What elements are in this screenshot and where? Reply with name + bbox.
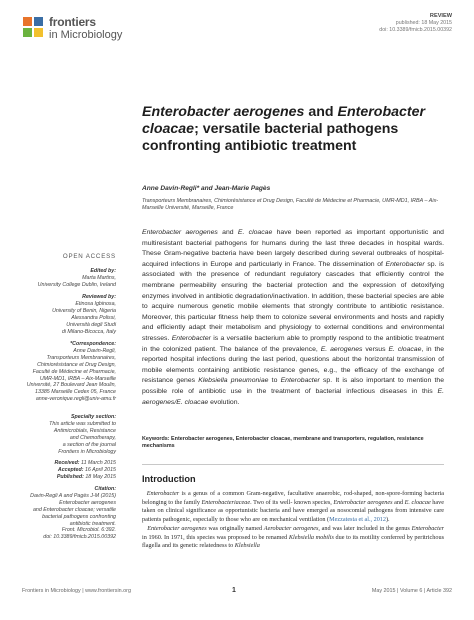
citation-line: bacterial pathogens confronting (42, 513, 116, 520)
article-meta (379, 13, 452, 34)
page-number: 1 (232, 587, 236, 594)
keywords (142, 436, 444, 451)
abstract-run: versus (362, 345, 389, 353)
published-label: Published: (56, 473, 84, 480)
reviewer-line: Alessandra Polissi, (71, 314, 116, 321)
title-part-3: Enterobacter cloacae (142, 104, 426, 137)
editor-line: Marta Martins, (82, 274, 116, 281)
doi[interactable]: doi: 10.3389/fmicb.2015.00392 (379, 27, 452, 33)
correspondence-email[interactable]: anne-veronique.regli@univ-amu.fr (35, 396, 116, 403)
intro-run: Enterobacter aerogenes (147, 524, 207, 532)
journal-logo (22, 14, 142, 48)
correspondence-line: Université, 27 Boulevard Jean Moulin, (26, 382, 116, 389)
abstract-run: Enterobacter (171, 334, 211, 342)
reviewed-by-label: Reviewed by: (82, 294, 116, 300)
abstract-run: is a versatile bacterium able to promptly respond to the antibiotic treatment in the colonized patient. The balance of the prevalence, (142, 334, 444, 353)
abstract-run: E. cloacae (388, 345, 422, 353)
abstract-run: E. aerogenes/E. cloacae (142, 387, 444, 406)
intro-run: Aerobacter aerogenes (263, 524, 319, 532)
intro-run: is a genus of a common Gram-negative, facultative anaerobic, rod-shaped, non-spore-forming bacteria belonging to the family (142, 490, 444, 506)
intro-run: ). (385, 516, 390, 524)
abstract-run: sp. is associated with the presence of redundant regulatory cascades that efficiently control the membrane permeability ensuring the bacterial protection and the expression of detoxifying enzymes involved in antibiotic degradation/inactivation. In addition, these bacterial species are able to acquire numerous genetic mobile elements that strongly contribute to antibiotic resistance. Moreover, this particular fitness help them to colonize several environments and hosts and rapidly and efficiently adapt their metabolism and physiology to external conditions and environmental stresses. (142, 260, 445, 342)
citation-block (0, 486, 116, 541)
author-list[interactable]: Anne Davin-Regli* and Jean-Marie Pagès (142, 185, 271, 192)
intro-run: E. cloacae (404, 498, 431, 506)
citation-label: Citation: (94, 486, 116, 492)
keywords-text: Enterobacter aerogenes, Enterobacter cloacae, membrane and transporters, regulation, resistance mechanisms (142, 436, 424, 450)
correspondence-label: *Correspondence: (70, 341, 116, 347)
footer-journal[interactable]: Frontiers in Microbiology | www.frontiersin.org (22, 588, 131, 594)
correspondence-line: 13385 Marseille Cedex 05, France (35, 389, 116, 396)
affiliation: Transporteurs Membranaires, Chimiorésistance et Drug Design, Faculté de Médecine et Pharmacie, UMR-MD1, IRBA – Aix-Marseille Université, Marseille, France (142, 198, 439, 212)
specialty-line: This article was submitted to (49, 420, 116, 427)
footer-issue: May 2015 | Volume 6 | Article 392 (371, 588, 452, 594)
intro-run: Enterobacter (411, 524, 444, 532)
intro-run: Enterobacteriaceae (201, 498, 251, 506)
citation-line: Front. Microbiol. 6:392. (61, 527, 116, 534)
title-part-4: ; versatile bacterial pathogens confronting antibiotic treatment (142, 121, 399, 154)
intro-run: . Two of its well- known species, (250, 498, 334, 506)
reviewer-line: Università degli Studi (66, 321, 116, 328)
introduction-body (142, 490, 444, 551)
accepted-label: Accepted: (57, 466, 84, 473)
specialty-line: and Chemotherapy, (69, 434, 116, 441)
open-access-label: OPEN ACCESS (62, 253, 116, 260)
intro-run: , and was later included in the genus (318, 524, 412, 532)
article-type: REVIEW (429, 13, 452, 19)
intro-run: Klebsiella mobilis (288, 533, 334, 541)
keywords-label: Keywords: (142, 436, 170, 442)
specialty-label: Specialty section: (70, 414, 116, 420)
accepted-date (0, 467, 116, 474)
abstract-run: Enterobacter (385, 260, 425, 268)
reviewed-by-block (0, 294, 116, 335)
editor-line: University College Dublin, Ireland (37, 281, 116, 288)
intro-run: have taken on clinical significance as opportunistic bacteria and have emerged as nosocomial pathogens from intensive care patients pathogenic, especially to those who are on mechanical ventilation ( (142, 498, 444, 524)
published-date-side (0, 474, 116, 481)
received-value: 11 March 2015 (79, 460, 116, 466)
intro-run: Enterobacter aerogenes (333, 498, 393, 506)
citation-line: and Enterobacter cloacae; versatile (32, 506, 116, 513)
abstract-run: Enterobacter (280, 377, 320, 385)
abstract-run: E. aerogenes (320, 345, 363, 353)
edited-by-block (0, 268, 116, 289)
dates-block (0, 460, 116, 481)
correspondence-block (0, 341, 116, 403)
received-date (0, 460, 116, 467)
published-date: published: 18 May 2015 (395, 20, 452, 26)
divider (142, 464, 444, 465)
abstract-run: sp. It is also important to mention the possible role of antibiotic use in the treatment of bacterial infectious diseases in this (142, 377, 444, 395)
title-part-1: Enterobacter aerogenes (142, 104, 305, 120)
abstract-run: Klebsiella pneumoniae (198, 377, 269, 385)
correspondence-line: Chimiorésistance et Drug Design, (37, 361, 116, 368)
intro-run: Klebsiella (234, 542, 260, 550)
citation-line: antibiotic treatment. (69, 520, 116, 527)
specialty-line: Antimicrobials, Resistance (53, 427, 116, 434)
abstract (142, 228, 444, 408)
section-heading-introduction: Introduction (142, 474, 196, 484)
reviewer-line: di Milano-Bicocca, Italy (61, 328, 116, 335)
specialty-line: Frontiers in Microbiology (58, 448, 116, 455)
abstract-run: have been reported as important opportunistic and multiresistant bacterial pathogens for humans during the last three decades in hospital wards. These Gram-negative bacteria have been largely described during several outbreaks of hospital-acquired infections in Europe and particularly in France. The dissemination of (142, 229, 444, 268)
correspondence-line: UMR-MD1, IRBA – Aix-Marseille (39, 375, 116, 382)
citation-line: Enterobacter aerogenes (59, 499, 116, 506)
specialty-line: a section of the journal (62, 441, 116, 448)
citation-link[interactable]: Mezzatesta et al., 2012 (329, 516, 386, 524)
reviewer-line: University of Benin, Nigeria (52, 307, 116, 314)
abstract-run: E. cloacae (237, 229, 273, 236)
received-label: Received: (54, 460, 80, 466)
journal-name: in Microbiology (49, 29, 123, 41)
specialty-section-block (0, 414, 116, 455)
intro-run: and (392, 498, 405, 506)
intro-run: due to its motility conferred by peritrichous flagella and its genetic relatedness to (142, 533, 444, 550)
intro-run: was originally named (206, 524, 264, 532)
frontiers-logo-icon (22, 16, 44, 38)
abstract-run: evolution. (208, 398, 240, 406)
correspondence-line: Faculté de Médecine et Pharmacie, (32, 368, 116, 375)
reviewer-line: Etinosa Igbinosa, (75, 300, 116, 307)
title-part-2: and (304, 104, 338, 120)
intro-run: in 1960. In 1971, this species was proposed to be renamed (142, 533, 289, 541)
correspondence-line: Transporteurs Membranaires, (46, 354, 116, 361)
article-title (142, 104, 442, 155)
abstract-run: , in the reported hospital infections during the last period, questions about the horizontal transmission of mobile elements containing antibiotic resistance genes, e.g., the efficacy of the exchange of resistance genes (142, 345, 444, 385)
abstract-run: and (217, 229, 238, 236)
edited-by-label: Edited by: (90, 268, 116, 274)
brand-name: frontiers (49, 15, 96, 29)
published-value: 18 May 2015 (83, 473, 116, 480)
intro-run: Enterobacter (146, 490, 180, 497)
citation-doi[interactable]: doi: 10.3389/fmicb.2015.00392 (43, 534, 116, 541)
abstract-run: Enterobacter aerogenes (142, 229, 218, 236)
correspondence-line: Anne Davin-Regli, (73, 347, 116, 354)
abstract-run: to (268, 377, 281, 385)
accepted-value: 16 April 2015 (83, 466, 116, 473)
citation-line: Davin-Regli A and Pagès J-M (2015) (30, 492, 116, 499)
